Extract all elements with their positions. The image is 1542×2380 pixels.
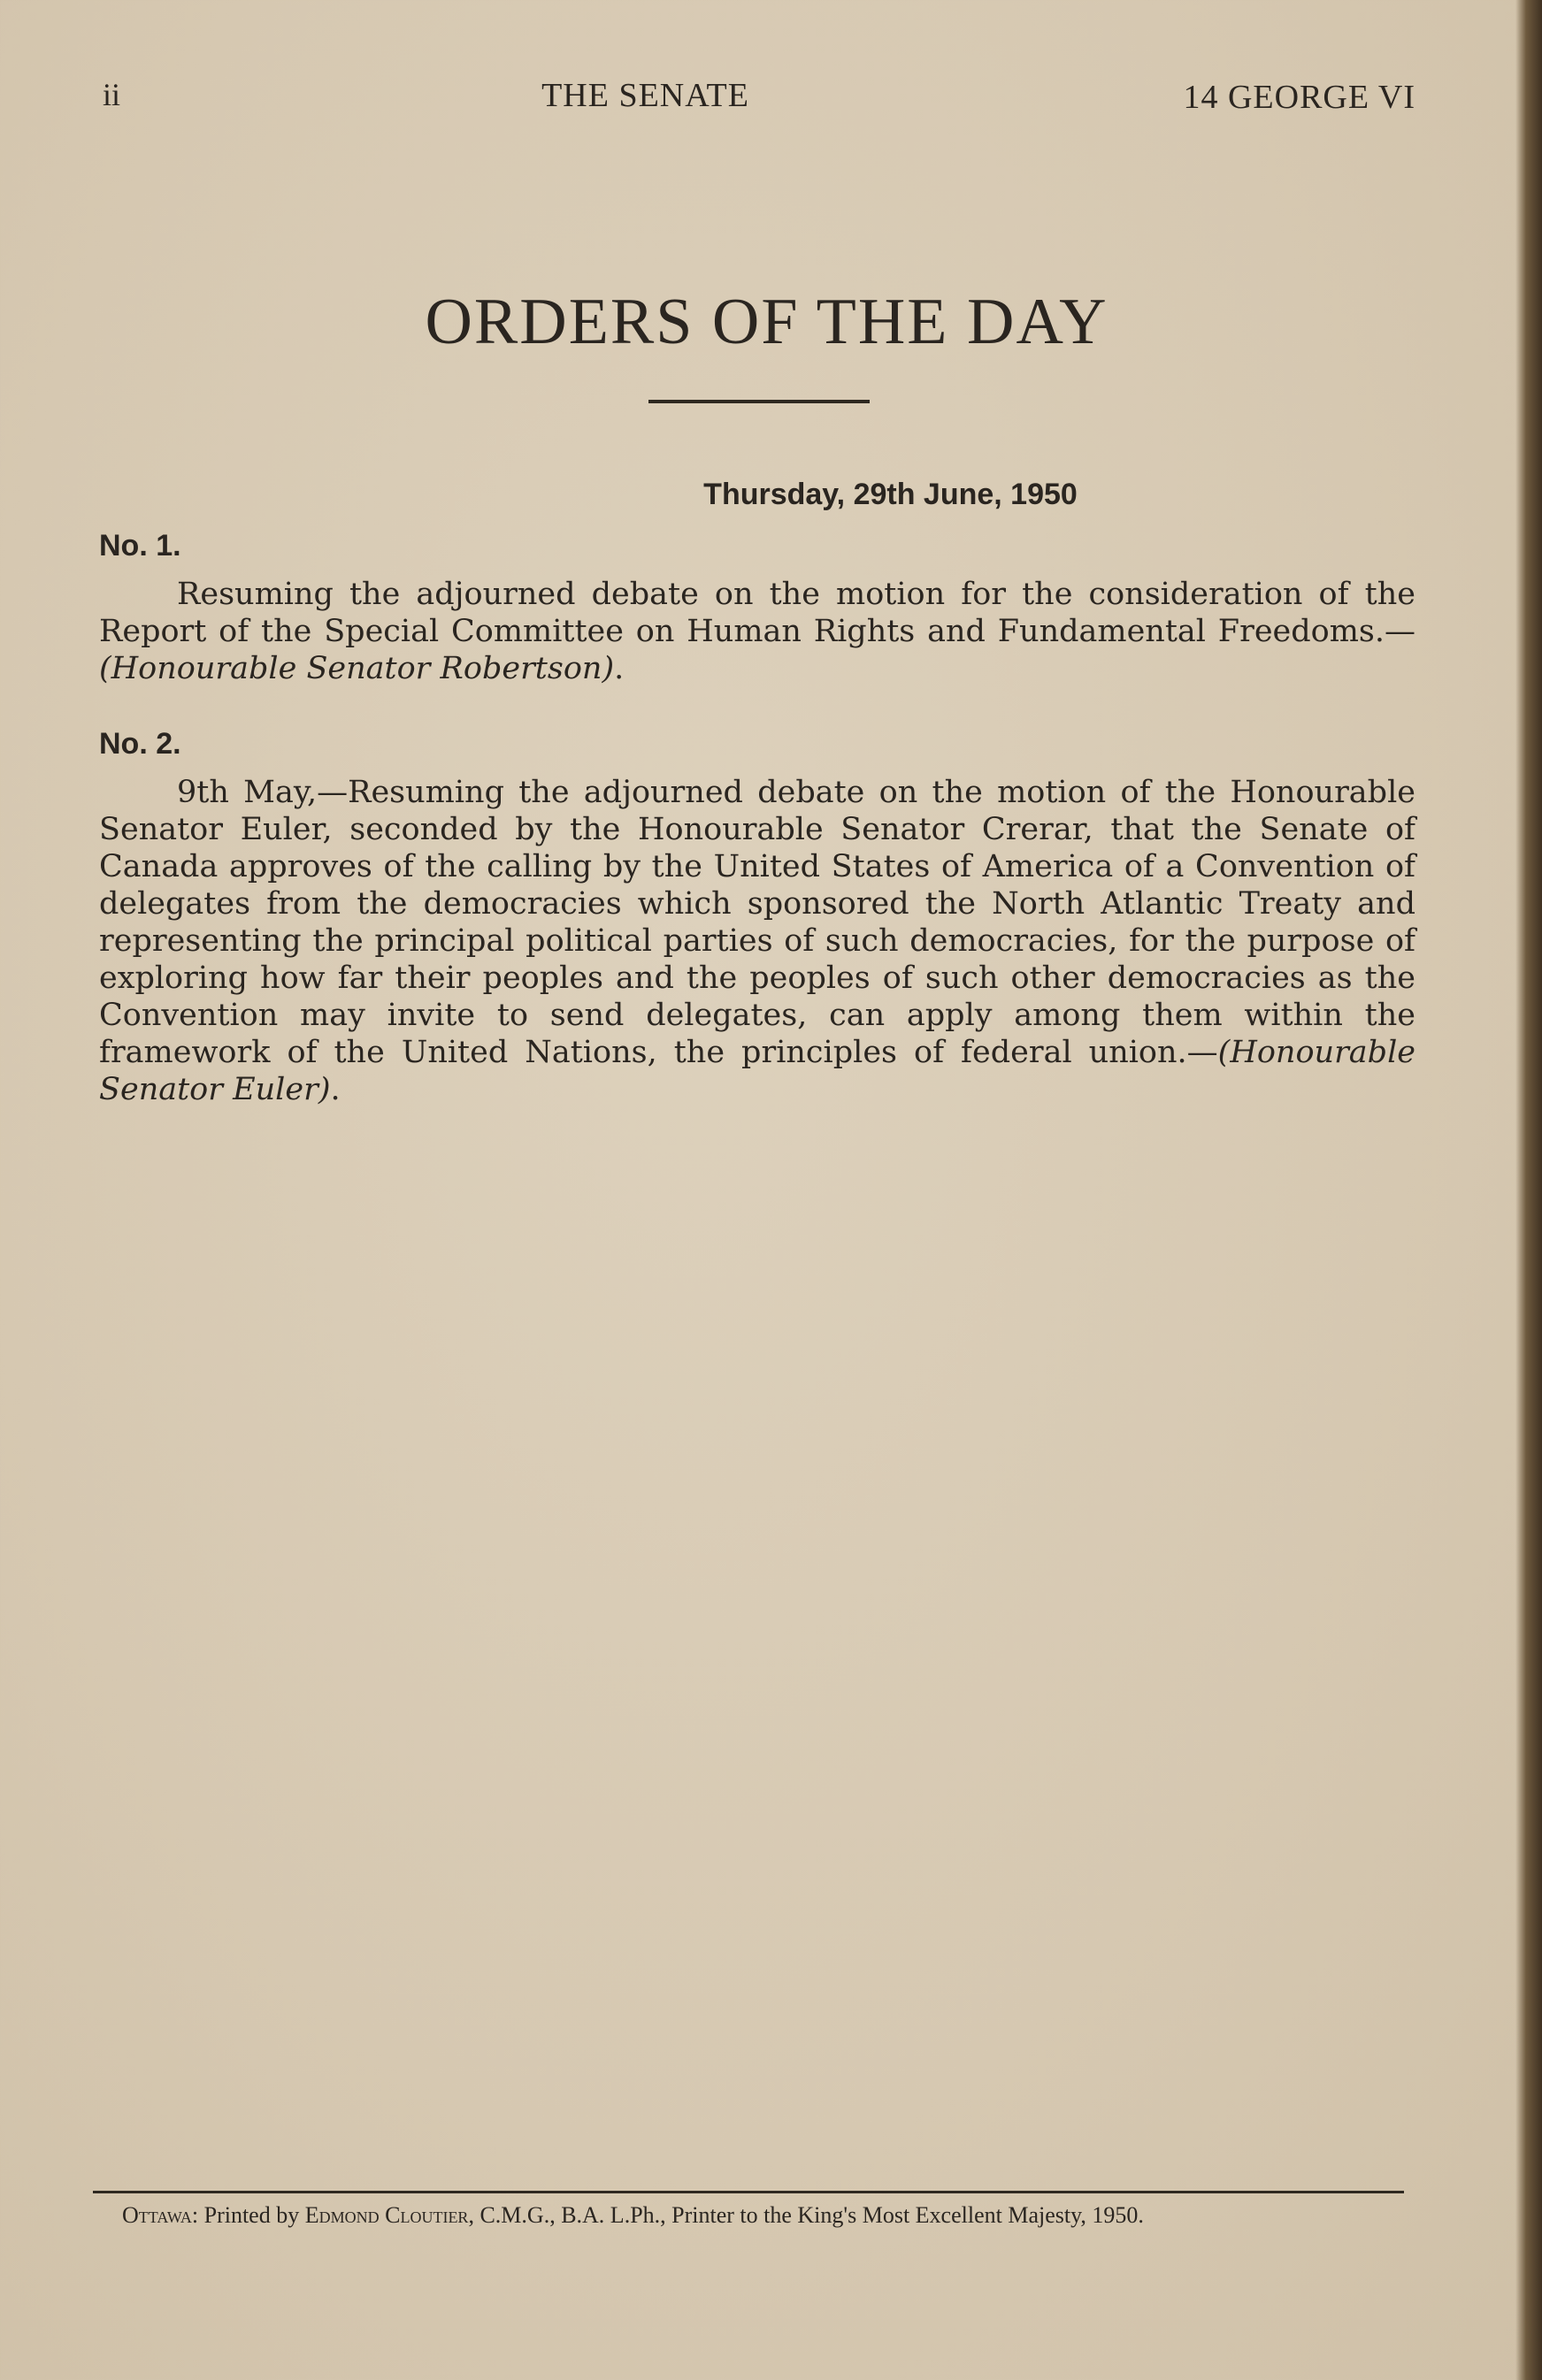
order-item	[99, 529, 1415, 687]
page-number: ii	[103, 77, 121, 112]
imprint-printer-name: Edmond Cloutier	[304, 2202, 469, 2228]
order-body: 9th May,—Resuming the adjourned debate on the motion of the Honourable Senator Euler, seconded by the Honourable Senator Crerar, that the Senate of Canada approves of the calling by the United States of America of a Convention of delegates from the democracies which sponsored the North Atlantic Treaty and representing the principal political parties of such democracies, for the purpose of exploring how far their peoples and the peoples of such other democracies as the Convention may invite to send delegates, can apply among them within the framework of the United Nations, the principles of federal union.—	[99, 775, 1415, 1070]
sitting-date: Thursday, 29th June, 1950	[703, 478, 1078, 511]
imprint-rest: , C.M.G., B.A. L.Ph., Printer to the King's Most Excellent Majesty, 1950.	[468, 2202, 1144, 2228]
order-end: .	[614, 651, 625, 686]
title-divider	[648, 400, 870, 403]
order-item	[99, 727, 1415, 1108]
running-title: THE SENATE	[541, 77, 749, 114]
printer-imprint	[122, 2202, 1144, 2229]
order-mover: (Honourable Senator Robertson)	[99, 651, 615, 686]
footer-divider	[93, 2191, 1404, 2193]
order-number: No. 1.	[99, 529, 181, 562]
order-mover: (Honourable Senator Euler)	[99, 1035, 1415, 1107]
page-title: ORDERS OF THE DAY	[425, 286, 1109, 358]
imprint-place: Ottawa	[122, 2202, 192, 2228]
order-text	[99, 576, 1415, 687]
order-text	[99, 774, 1415, 1108]
page-header	[0, 76, 1542, 120]
imprint-printed-by: : Printed by	[191, 2202, 305, 2228]
regnal-year: 14 GEORGE VI	[1183, 79, 1415, 116]
order-end: .	[330, 1072, 341, 1107]
order-number: No. 2.	[99, 727, 181, 761]
order-body: Resuming the adjourned debate on the motion for the consideration of the Report of the Special Committee on Human Rights and Fundamental Freedoms.—	[99, 577, 1415, 649]
